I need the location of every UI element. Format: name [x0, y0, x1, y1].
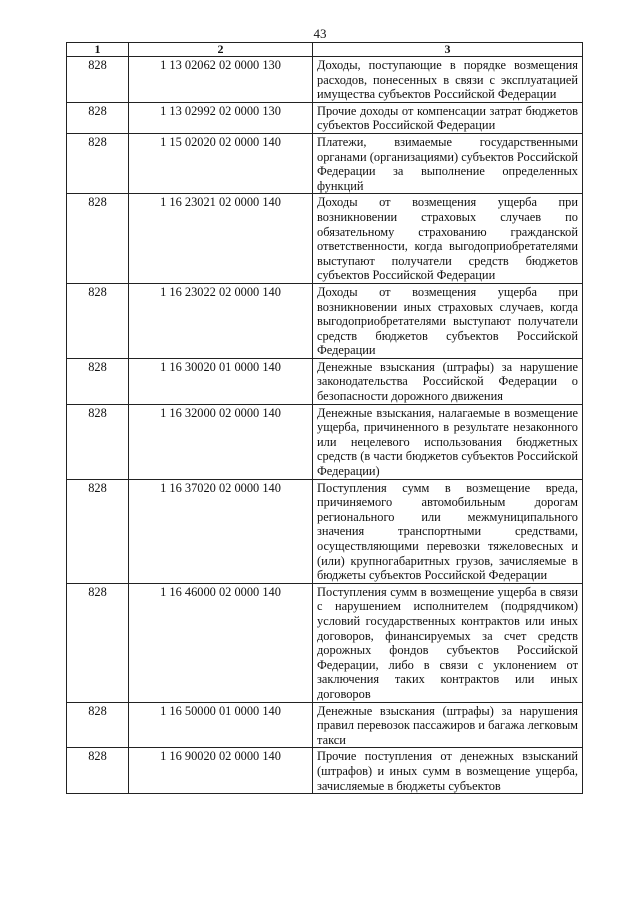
- revenue-code-cell: 1 16 23021 02 0000 140: [129, 194, 313, 284]
- administrator-code-cell: 828: [67, 57, 129, 103]
- page-number: 43: [313, 26, 327, 41]
- table-row: [67, 283, 583, 358]
- revenue-code-cell: 1 16 90020 02 0000 140: [129, 748, 313, 794]
- table-row: [67, 194, 583, 284]
- administrator-code-cell: 828: [67, 358, 129, 404]
- revenue-code-cell: 1 13 02062 02 0000 130: [129, 57, 313, 103]
- revenue-code-cell: 1 15 02020 02 0000 140: [129, 133, 313, 193]
- table-row: [67, 358, 583, 404]
- revenue-description-cell: Доходы от возмещения ущерба при возникновении иных страховых случаев, когда выгодоприобретателями выступают получатели средств бюджетов субъектов Российской Федерации: [313, 283, 583, 358]
- revenue-code-cell: 1 16 46000 02 0000 140: [129, 583, 313, 702]
- administrator-code-cell: 828: [67, 404, 129, 479]
- revenue-description-cell: Прочие доходы от компенсации затрат бюджетов субъектов Российской Федерации: [313, 102, 583, 133]
- administrator-code-cell: 828: [67, 102, 129, 133]
- revenue-description-cell: Поступления сумм в возмещение ущерба в связи с нарушением исполнителем (подрядчиком) условий государственных контрактов или иных договоров, финансируемых за счет средств дорожных фондов субъектов Российской Федерации, либо в связи с уклонением от заключения таких контрактов или иных договоров: [313, 583, 583, 702]
- revenue-description-cell: Прочие поступления от денежных взысканий (штрафов) и иных сумм в возмещение ущерба, зачисляемые в бюджеты субъектов: [313, 748, 583, 794]
- revenue-code-cell: 1 16 50000 01 0000 140: [129, 702, 313, 748]
- revenue-description-cell: Денежные взыскания (штрафы) за нарушения правил перевозок пассажиров и багажа легковым такси: [313, 702, 583, 748]
- table-row: [67, 702, 583, 748]
- revenue-description-cell: Платежи, взимаемые государственными органами (организациями) субъектов Российской Федерации за выполнение определенных функций: [313, 133, 583, 193]
- table-row: [67, 404, 583, 479]
- table-row: [67, 102, 583, 133]
- revenue-description-cell: Доходы, поступающие в порядке возмещения расходов, понесенных в связи с эксплуатацией имущества субъектов Российской Федерации: [313, 57, 583, 103]
- revenue-code-cell: 1 16 23022 02 0000 140: [129, 283, 313, 358]
- table-row: [67, 748, 583, 794]
- revenue-description-cell: Денежные взыскания (штрафы) за нарушение законодательства Российской Федерации о безопасности дорожного движения: [313, 358, 583, 404]
- table-row: [67, 133, 583, 193]
- revenue-description-cell: Денежные взыскания, налагаемые в возмещение ущерба, причиненного в результате незаконного или нецелевого использования бюджетных средств (в части бюджетов субъектов Российской Федерации): [313, 404, 583, 479]
- administrator-code-cell: 828: [67, 702, 129, 748]
- administrator-code-cell: 828: [67, 479, 129, 583]
- header-col-3: 3: [313, 43, 583, 57]
- revenue-code-cell: 1 16 32000 02 0000 140: [129, 404, 313, 479]
- revenue-codes-table: [66, 42, 583, 794]
- revenue-description-cell: Доходы от возмещения ущерба при возникновении страховых случаев по обязательному страхованию гражданской ответственности, когда выгодоприобретателями выступают получатели средств бюджетов субъектов Российской Федерации: [313, 194, 583, 284]
- administrator-code-cell: 828: [67, 583, 129, 702]
- administrator-code-cell: 828: [67, 748, 129, 794]
- header-col-2: 2: [129, 43, 313, 57]
- revenue-description-cell: Поступления сумм в возмещение вреда, причиняемого автомобильным дорогам регионального или межмуниципального значения транспортными средствами, осуществляющими перевозки тяжеловесных и (или) крупногабаритных грузов, зачисляемые в бюджеты субъектов Российской Федерации: [313, 479, 583, 583]
- administrator-code-cell: 828: [67, 283, 129, 358]
- table-header-row: [67, 43, 583, 57]
- revenue-code-cell: 1 16 37020 02 0000 140: [129, 479, 313, 583]
- administrator-code-cell: 828: [67, 194, 129, 284]
- header-col-1: 1: [67, 43, 129, 57]
- revenue-code-cell: 1 13 02992 02 0000 130: [129, 102, 313, 133]
- administrator-code-cell: 828: [67, 133, 129, 193]
- table-row: [67, 57, 583, 103]
- table-row: [67, 479, 583, 583]
- table-row: [67, 583, 583, 702]
- revenue-code-cell: 1 16 30020 01 0000 140: [129, 358, 313, 404]
